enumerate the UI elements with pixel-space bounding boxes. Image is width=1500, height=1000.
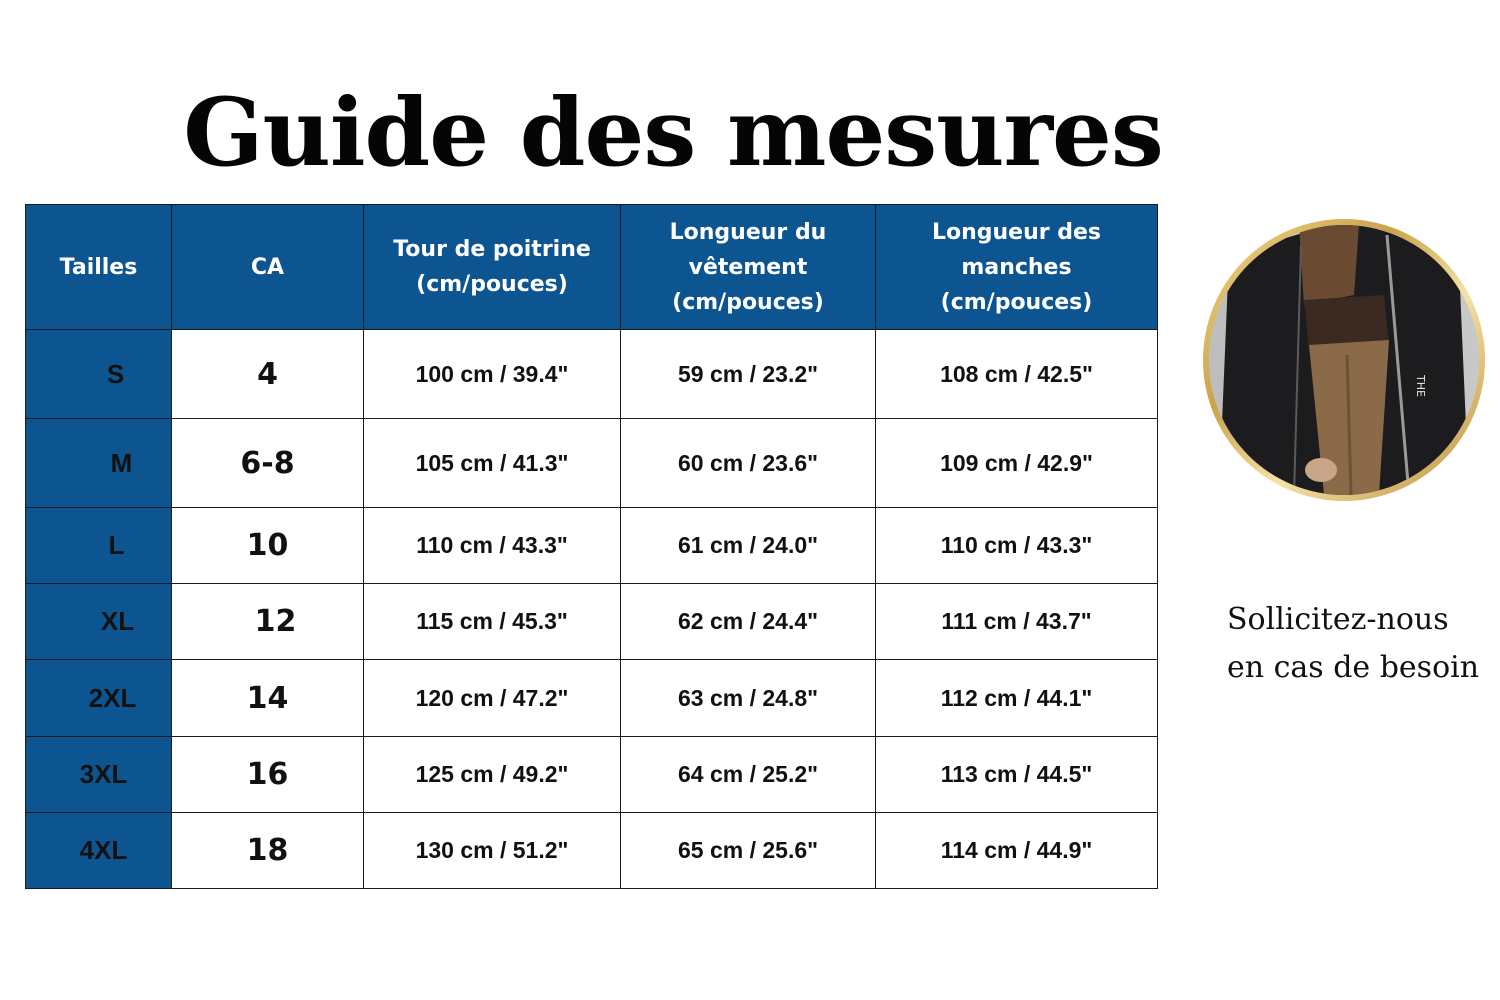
ca-cell: 12 — [172, 584, 364, 660]
table-row — [26, 330, 1158, 419]
product-photo-frame — [1203, 219, 1485, 501]
chest-cell: 130 cm / 51.2" — [364, 813, 621, 889]
table-row — [26, 584, 1158, 660]
size-cell: 2XL — [26, 660, 172, 737]
table-row — [26, 419, 1158, 508]
header-chest: Tour de poitrine (cm/pouces) — [364, 205, 621, 330]
chest-cell: 100 cm / 39.4" — [364, 330, 621, 419]
size-cell: XL — [26, 584, 172, 660]
header-sleeve-length: Longueur des manches (cm/pouces) — [876, 205, 1158, 330]
chest-cell: 115 cm / 45.3" — [364, 584, 621, 660]
ca-cell: 18 — [172, 813, 364, 889]
ca-cell: 4 — [172, 330, 364, 419]
sleeve-length-cell: 109 cm / 42.9" — [876, 419, 1158, 508]
size-cell: S — [26, 330, 172, 419]
garment-length-cell: 62 cm / 24.4" — [621, 584, 876, 660]
svg-text:THE: THE — [1414, 375, 1427, 397]
garment-length-cell: 60 cm / 23.6" — [621, 419, 876, 508]
garment-length-cell: 59 cm / 23.2" — [621, 330, 876, 419]
garment-length-cell: 65 cm / 25.6" — [621, 813, 876, 889]
page-title: Guide des mesures — [183, 78, 1163, 188]
garment-length-cell: 63 cm / 24.8" — [621, 660, 876, 737]
ca-cell: 14 — [172, 660, 364, 737]
table-row — [26, 660, 1158, 737]
chest-cell: 125 cm / 49.2" — [364, 737, 621, 813]
help-line-1: Sollicitez-nous — [1227, 602, 1449, 637]
header-ca: CA — [172, 205, 364, 330]
size-cell: L — [26, 508, 172, 584]
sleeve-length-cell: 113 cm / 44.5" — [876, 737, 1158, 813]
chest-cell: 120 cm / 47.2" — [364, 660, 621, 737]
size-cell: 4XL — [26, 813, 172, 889]
sleeve-length-cell: 114 cm / 44.9" — [876, 813, 1158, 889]
size-cell: 3XL — [26, 737, 172, 813]
table-row — [26, 508, 1158, 584]
product-photo — [1209, 225, 1479, 495]
sleeve-length-cell: 112 cm / 44.1" — [876, 660, 1158, 737]
header-sizes: Tailles — [26, 205, 172, 330]
coat-model-image — [1209, 225, 1479, 495]
table-row — [26, 813, 1158, 889]
table-row — [26, 737, 1158, 813]
ca-cell: 6-8 — [172, 419, 364, 508]
size-cell: M — [26, 419, 172, 508]
garment-length-cell: 64 cm / 25.2" — [621, 737, 876, 813]
help-line-2: en cas de besoin — [1227, 650, 1480, 685]
chest-cell: 105 cm / 41.3" — [364, 419, 621, 508]
contact-help-text — [1227, 596, 1497, 692]
header-garment-length: Longueur du vêtement (cm/pouces) — [621, 205, 876, 330]
sleeve-length-cell: 110 cm / 43.3" — [876, 508, 1158, 584]
chest-cell: 110 cm / 43.3" — [364, 508, 621, 584]
sleeve-length-cell: 108 cm / 42.5" — [876, 330, 1158, 419]
garment-length-cell: 61 cm / 24.0" — [621, 508, 876, 584]
table-header-row — [26, 205, 1158, 330]
ca-cell: 16 — [172, 737, 364, 813]
size-chart-table — [25, 204, 1158, 889]
ca-cell: 10 — [172, 508, 364, 584]
sleeve-length-cell: 111 cm / 43.7" — [876, 584, 1158, 660]
